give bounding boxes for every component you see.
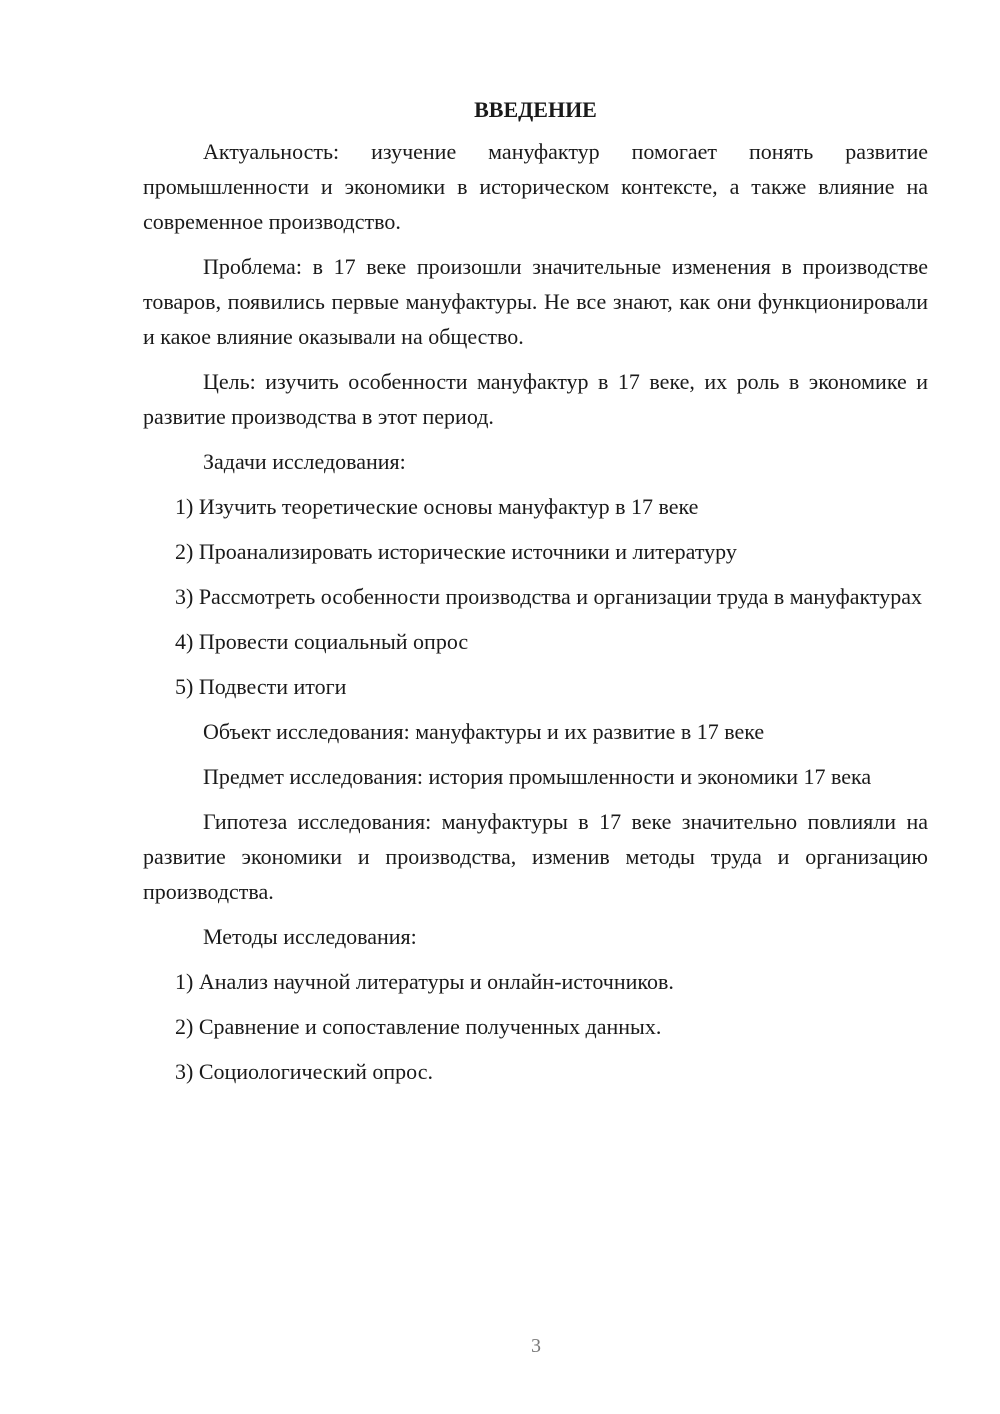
hypothesis-paragraph: Гипотеза исследования: мануфактуры в 17 веке значительно повлияли на развитие экономики и производства, изменив методы труда и организацию производства. (143, 809, 928, 904)
methods-list (143, 964, 928, 1089)
list-item: 3) Рассмотреть особенности производства и организации труда в мануфактурах (175, 584, 922, 609)
list-item: 5) Подвести итоги (175, 674, 347, 699)
subject-paragraph: Предмет исследования: история промышленности и экономики 17 века (203, 764, 872, 789)
tasks-list (143, 489, 928, 704)
problem-paragraph: Проблема: в 17 веке произошли значительные изменения в производстве товаров, появились первые мануфактуры. Не все знают, как они функционировали и какое влияние оказывали на общество. (143, 254, 928, 349)
object-paragraph: Объект исследования: мануфактуры и их развитие в 17 веке (203, 719, 765, 744)
list-item: 4) Провести социальный опрос (175, 629, 469, 654)
list-item: 2) Сравнение и сопоставление полученных данных. (175, 1014, 662, 1039)
list-item: 3) Социологический опрос. (175, 1059, 433, 1084)
list-item: 1) Анализ научной литературы и онлайн-источников. (175, 969, 674, 994)
page-number: 3 (531, 1335, 541, 1357)
goal-paragraph: Цель: изучить особенности мануфактур в 17 веке, их роль в экономике и развитие производства в этот период. (143, 369, 928, 429)
tasks-heading: Задачи исследования: (203, 449, 406, 474)
relevance-paragraph: Актуальность: изучение мануфактур помогает понять развитие промышленности и экономики в историческом контексте, а также влияние на современное производство. (143, 139, 928, 234)
list-item: 2) Проанализировать исторические источники и литературу (175, 539, 737, 564)
list-item: 1) Изучить теоретические основы мануфактур в 17 веке (175, 494, 699, 519)
methods-heading: Методы исследования: (203, 924, 417, 949)
section-title: ВВЕДЕНИЕ (474, 97, 597, 122)
page-content (143, 92, 928, 1099)
